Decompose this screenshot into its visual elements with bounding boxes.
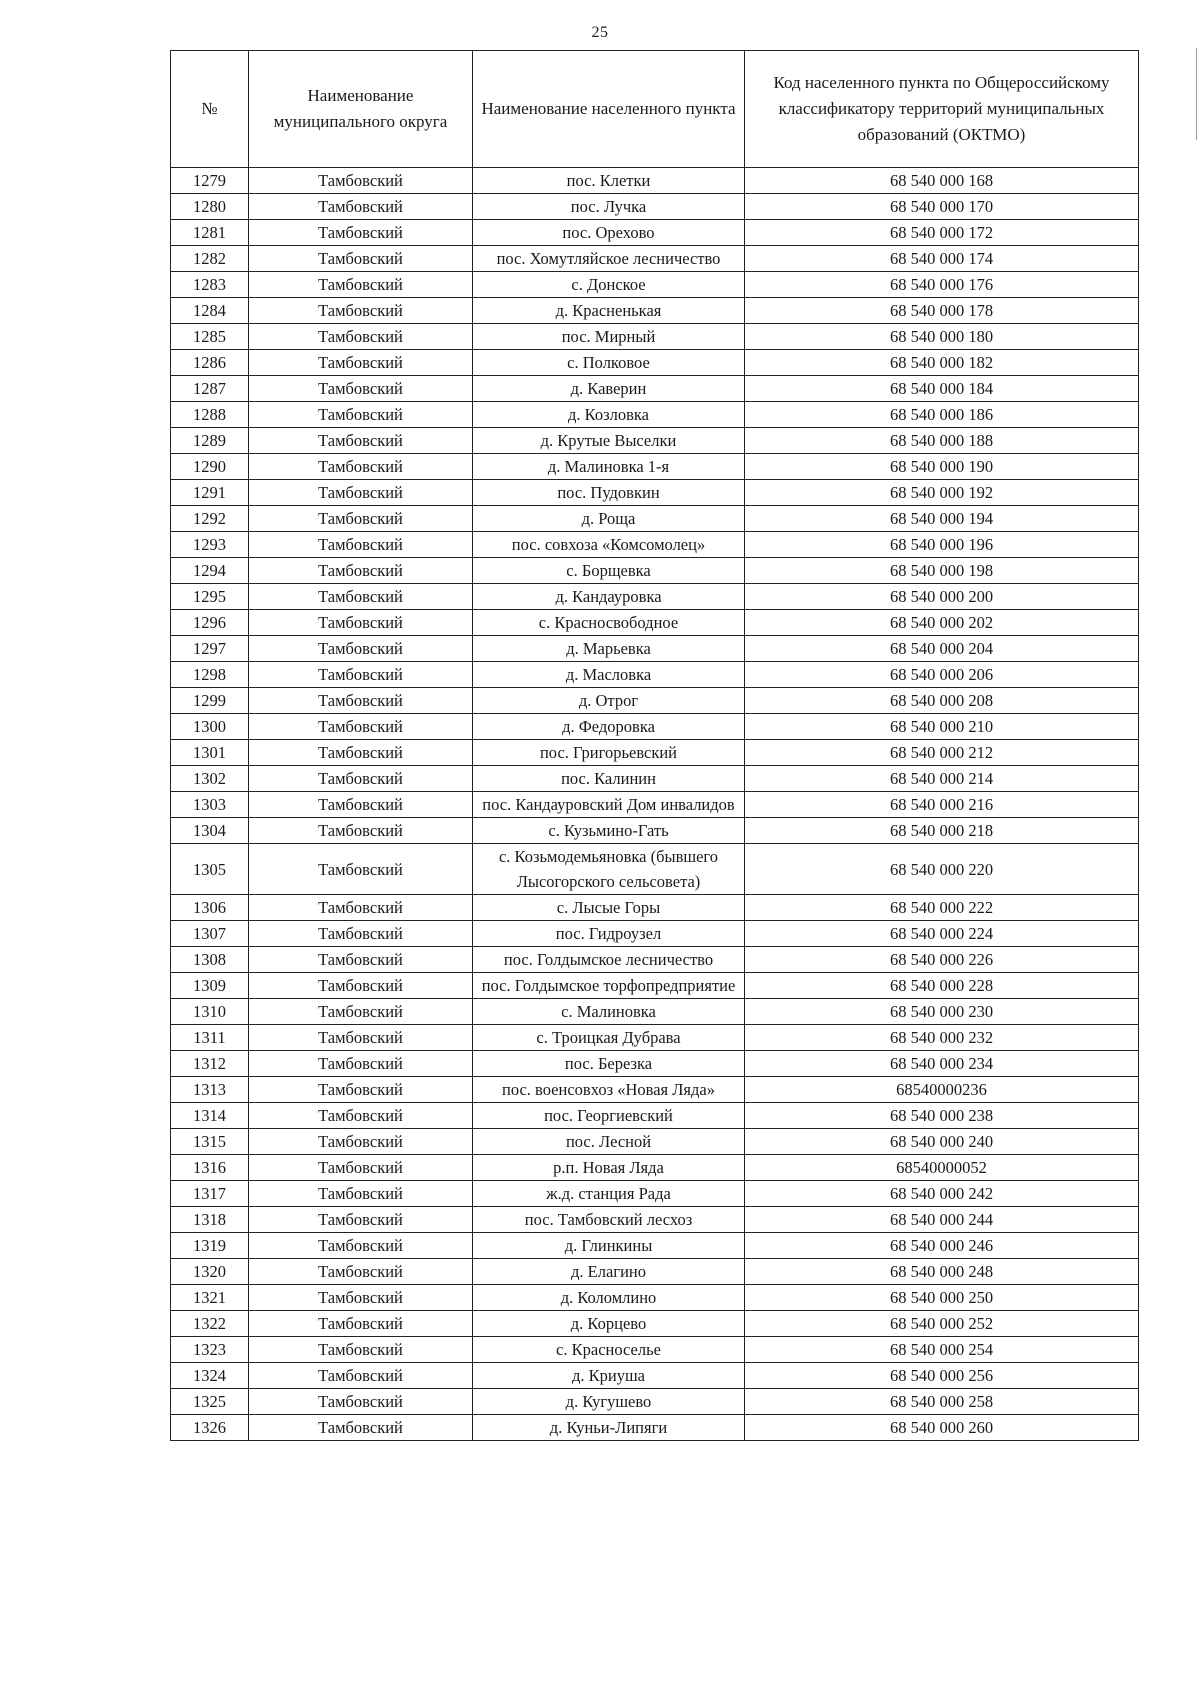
municipal-district-cell: Тамбовский (249, 428, 473, 454)
table-row (171, 636, 1139, 662)
row-number-cell: 1319 (171, 1233, 249, 1259)
row-number-cell: 1313 (171, 1077, 249, 1103)
settlement-name-cell: с. Кузьмино-Гать (473, 818, 745, 844)
settlement-name-cell: д. Отрог (473, 688, 745, 714)
oktmo-code-cell: 68 540 000 218 (745, 818, 1139, 844)
settlement-name-cell: р.п. Новая Ляда (473, 1155, 745, 1181)
table-row (171, 532, 1139, 558)
table-header (171, 51, 1139, 168)
table-body (171, 168, 1139, 1441)
table-row (171, 792, 1139, 818)
municipal-district-cell: Тамбовский (249, 1311, 473, 1337)
table-row (171, 1389, 1139, 1415)
municipal-district-cell: Тамбовский (249, 688, 473, 714)
settlement-name-cell: пос. Григорьевский (473, 740, 745, 766)
row-number-cell: 1322 (171, 1311, 249, 1337)
municipal-district-cell: Тамбовский (249, 480, 473, 506)
municipal-district-cell: Тамбовский (249, 818, 473, 844)
table-row (171, 1025, 1139, 1051)
row-number-cell: 1317 (171, 1181, 249, 1207)
oktmo-code-cell: 68 540 000 192 (745, 480, 1139, 506)
row-number-cell: 1314 (171, 1103, 249, 1129)
settlement-name-cell: д. Красненькая (473, 298, 745, 324)
row-number-cell: 1292 (171, 506, 249, 532)
table-row (171, 714, 1139, 740)
table-row (171, 480, 1139, 506)
header-municipal-district: Наименование муниципального округа (249, 51, 473, 168)
row-number-cell: 1290 (171, 454, 249, 480)
municipal-district-cell: Тамбовский (249, 1103, 473, 1129)
municipal-district-cell: Тамбовский (249, 610, 473, 636)
oktmo-code-cell: 68 540 000 226 (745, 947, 1139, 973)
settlement-name-cell: с. Борщевка (473, 558, 745, 584)
municipal-district-cell: Тамбовский (249, 844, 473, 895)
settlement-name-cell: пос. Лесной (473, 1129, 745, 1155)
row-number-cell: 1304 (171, 818, 249, 844)
municipal-district-cell: Тамбовский (249, 921, 473, 947)
row-number-cell: 1285 (171, 324, 249, 350)
municipal-district-cell: Тамбовский (249, 1285, 473, 1311)
settlement-name-cell: пос. Хомутляйское лесничество (473, 246, 745, 272)
settlement-name-cell: д. Кандауровка (473, 584, 745, 610)
oktmo-code-cell: 68 540 000 182 (745, 350, 1139, 376)
oktmo-code-cell: 68 540 000 216 (745, 792, 1139, 818)
municipal-district-cell: Тамбовский (249, 1363, 473, 1389)
header-settlement-name: Наименование населенного пункта (473, 51, 745, 168)
table-row (171, 1155, 1139, 1181)
table-row (171, 1337, 1139, 1363)
table-row (171, 1129, 1139, 1155)
oktmo-code-cell: 68 540 000 232 (745, 1025, 1139, 1051)
header-row (171, 51, 1139, 168)
row-number-cell: 1305 (171, 844, 249, 895)
oktmo-code-cell: 68 540 000 204 (745, 636, 1139, 662)
table-row (171, 350, 1139, 376)
municipal-district-cell: Тамбовский (249, 1207, 473, 1233)
row-number-cell: 1300 (171, 714, 249, 740)
row-number-cell: 1307 (171, 921, 249, 947)
settlement-name-cell: д. Марьевка (473, 636, 745, 662)
municipal-district-cell: Тамбовский (249, 766, 473, 792)
row-number-cell: 1291 (171, 480, 249, 506)
row-number-cell: 1295 (171, 584, 249, 610)
settlement-name-cell: пос. Мирный (473, 324, 745, 350)
municipal-district-cell: Тамбовский (249, 376, 473, 402)
row-number-cell: 1315 (171, 1129, 249, 1155)
table-row (171, 428, 1139, 454)
municipal-district-cell: Тамбовский (249, 558, 473, 584)
table-row (171, 921, 1139, 947)
table-row (171, 584, 1139, 610)
table-row (171, 454, 1139, 480)
table-row (171, 324, 1139, 350)
row-number-cell: 1323 (171, 1337, 249, 1363)
settlement-name-cell: д. Кугушево (473, 1389, 745, 1415)
table-row (171, 1181, 1139, 1207)
row-number-cell: 1320 (171, 1259, 249, 1285)
settlement-name-cell: с. Малиновка (473, 999, 745, 1025)
settlement-name-cell: д. Каверин (473, 376, 745, 402)
oktmo-code-cell: 68 540 000 214 (745, 766, 1139, 792)
settlement-name-cell: пос. Кандауровский Дом инвалидов (473, 792, 745, 818)
table-row (171, 1311, 1139, 1337)
municipal-district-cell: Тамбовский (249, 402, 473, 428)
settlement-name-cell: пос. Тамбовский лесхоз (473, 1207, 745, 1233)
table-row (171, 1363, 1139, 1389)
oktmo-code-cell: 68 540 000 194 (745, 506, 1139, 532)
municipal-district-cell: Тамбовский (249, 1337, 473, 1363)
table-row (171, 1051, 1139, 1077)
oktmo-code-cell: 68 540 000 198 (745, 558, 1139, 584)
table-row (171, 402, 1139, 428)
table-row (171, 895, 1139, 921)
settlement-name-cell: д. Коломлино (473, 1285, 745, 1311)
settlement-name-cell: с. Донское (473, 272, 745, 298)
row-number-cell: 1296 (171, 610, 249, 636)
municipal-district-cell: Тамбовский (249, 324, 473, 350)
settlement-name-cell: д. Елагино (473, 1259, 745, 1285)
row-number-cell: 1325 (171, 1389, 249, 1415)
municipal-district-cell: Тамбовский (249, 792, 473, 818)
table-row (171, 1103, 1139, 1129)
settlement-name-cell: д. Федоровка (473, 714, 745, 740)
settlement-name-cell: пос. Орехово (473, 220, 745, 246)
table-row (171, 1415, 1139, 1441)
municipal-district-cell: Тамбовский (249, 168, 473, 194)
oktmo-code-cell: 68 540 000 246 (745, 1233, 1139, 1259)
settlement-name-cell: пос. Георгиевский (473, 1103, 745, 1129)
municipal-district-cell: Тамбовский (249, 1181, 473, 1207)
oktmo-code-cell: 68 540 000 220 (745, 844, 1139, 895)
row-number-cell: 1310 (171, 999, 249, 1025)
row-number-cell: 1302 (171, 766, 249, 792)
municipal-district-cell: Тамбовский (249, 1415, 473, 1441)
municipal-district-cell: Тамбовский (249, 895, 473, 921)
settlement-name-cell: пос. Голдымское торфопредприятие (473, 973, 745, 999)
oktmo-code-cell: 68 540 000 184 (745, 376, 1139, 402)
row-number-cell: 1279 (171, 168, 249, 194)
settlement-name-cell: д. Козловка (473, 402, 745, 428)
oktmo-code-cell: 68 540 000 200 (745, 584, 1139, 610)
header-oktmo-code: Код населенного пункта по Общероссийскому классификатору территорий муниципальных образований (ОКТМО) (745, 51, 1139, 168)
oktmo-code-cell: 68 540 000 196 (745, 532, 1139, 558)
settlement-name-cell: с. Красноселье (473, 1337, 745, 1363)
municipal-district-cell: Тамбовский (249, 298, 473, 324)
municipal-district-cell: Тамбовский (249, 350, 473, 376)
settlement-name-cell: с. Лысые Горы (473, 895, 745, 921)
row-number-cell: 1288 (171, 402, 249, 428)
settlement-name-cell: с. Козьмодемьяновка (бывшего Лысогорского сельсовета) (473, 844, 745, 895)
row-number-cell: 1306 (171, 895, 249, 921)
oktmo-code-cell: 68 540 000 178 (745, 298, 1139, 324)
table-row (171, 973, 1139, 999)
scan-edge-mark (1196, 48, 1197, 140)
table-row (171, 376, 1139, 402)
oktmo-code-cell: 68540000052 (745, 1155, 1139, 1181)
municipal-district-cell: Тамбовский (249, 246, 473, 272)
settlements-table (170, 50, 1139, 1441)
settlement-name-cell: пос. Клетки (473, 168, 745, 194)
row-number-cell: 1303 (171, 792, 249, 818)
row-number-cell: 1282 (171, 246, 249, 272)
table-row (171, 947, 1139, 973)
municipal-district-cell: Тамбовский (249, 1259, 473, 1285)
municipal-district-cell: Тамбовский (249, 947, 473, 973)
oktmo-code-cell: 68 540 000 210 (745, 714, 1139, 740)
table-row (171, 1077, 1139, 1103)
header-number: № (171, 51, 249, 168)
oktmo-code-cell: 68 540 000 222 (745, 895, 1139, 921)
table-row (171, 662, 1139, 688)
oktmo-code-cell: 68 540 000 212 (745, 740, 1139, 766)
oktmo-code-cell: 68 540 000 248 (745, 1259, 1139, 1285)
settlement-name-cell: с. Полковое (473, 350, 745, 376)
municipal-district-cell: Тамбовский (249, 532, 473, 558)
table-row (171, 168, 1139, 194)
row-number-cell: 1326 (171, 1415, 249, 1441)
oktmo-code-cell: 68 540 000 256 (745, 1363, 1139, 1389)
oktmo-code-cell: 68 540 000 230 (745, 999, 1139, 1025)
municipal-district-cell: Тамбовский (249, 1051, 473, 1077)
oktmo-code-cell: 68 540 000 234 (745, 1051, 1139, 1077)
row-number-cell: 1311 (171, 1025, 249, 1051)
municipal-district-cell: Тамбовский (249, 1077, 473, 1103)
oktmo-code-cell: 68540000236 (745, 1077, 1139, 1103)
settlement-name-cell: с. Красносвободное (473, 610, 745, 636)
municipal-district-cell: Тамбовский (249, 1233, 473, 1259)
oktmo-code-cell: 68 540 000 228 (745, 973, 1139, 999)
oktmo-code-cell: 68 540 000 168 (745, 168, 1139, 194)
oktmo-code-cell: 68 540 000 186 (745, 402, 1139, 428)
oktmo-code-cell: 68 540 000 258 (745, 1389, 1139, 1415)
settlement-name-cell: д. Малиновка 1-я (473, 454, 745, 480)
municipal-district-cell: Тамбовский (249, 662, 473, 688)
row-number-cell: 1280 (171, 194, 249, 220)
settlement-name-cell: с. Троицкая Дубрава (473, 1025, 745, 1051)
municipal-district-cell: Тамбовский (249, 999, 473, 1025)
row-number-cell: 1294 (171, 558, 249, 584)
table-row (171, 558, 1139, 584)
oktmo-code-cell: 68 540 000 190 (745, 454, 1139, 480)
table-row (171, 506, 1139, 532)
municipal-district-cell: Тамбовский (249, 194, 473, 220)
oktmo-code-cell: 68 540 000 238 (745, 1103, 1139, 1129)
table-row (171, 610, 1139, 636)
row-number-cell: 1308 (171, 947, 249, 973)
table-row (171, 844, 1139, 895)
settlement-name-cell: ж.д. станция Рада (473, 1181, 745, 1207)
table-row (171, 1207, 1139, 1233)
oktmo-code-cell: 68 540 000 250 (745, 1285, 1139, 1311)
oktmo-code-cell: 68 540 000 176 (745, 272, 1139, 298)
settlement-name-cell: пос. Лучка (473, 194, 745, 220)
settlement-name-cell: пос. Голдымское лесничество (473, 947, 745, 973)
municipal-district-cell: Тамбовский (249, 714, 473, 740)
oktmo-code-cell: 68 540 000 224 (745, 921, 1139, 947)
row-number-cell: 1312 (171, 1051, 249, 1077)
oktmo-code-cell: 68 540 000 174 (745, 246, 1139, 272)
settlement-name-cell: д. Масловка (473, 662, 745, 688)
municipal-district-cell: Тамбовский (249, 1025, 473, 1051)
row-number-cell: 1324 (171, 1363, 249, 1389)
table-row (171, 1259, 1139, 1285)
row-number-cell: 1309 (171, 973, 249, 999)
municipal-district-cell: Тамбовский (249, 1389, 473, 1415)
table-row (171, 818, 1139, 844)
municipal-district-cell: Тамбовский (249, 1129, 473, 1155)
oktmo-code-cell: 68 540 000 202 (745, 610, 1139, 636)
municipal-district-cell: Тамбовский (249, 636, 473, 662)
settlement-name-cell: пос. Калинин (473, 766, 745, 792)
row-number-cell: 1289 (171, 428, 249, 454)
oktmo-code-cell: 68 540 000 172 (745, 220, 1139, 246)
oktmo-code-cell: 68 540 000 252 (745, 1311, 1139, 1337)
oktmo-code-cell: 68 540 000 254 (745, 1337, 1139, 1363)
row-number-cell: 1299 (171, 688, 249, 714)
row-number-cell: 1318 (171, 1207, 249, 1233)
oktmo-code-cell: 68 540 000 240 (745, 1129, 1139, 1155)
table-row (171, 688, 1139, 714)
municipal-district-cell: Тамбовский (249, 272, 473, 298)
oktmo-code-cell: 68 540 000 180 (745, 324, 1139, 350)
municipal-district-cell: Тамбовский (249, 973, 473, 999)
municipal-district-cell: Тамбовский (249, 1155, 473, 1181)
table-row (171, 246, 1139, 272)
settlement-name-cell: пос. совхоза «Комсомолец» (473, 532, 745, 558)
oktmo-code-cell: 68 540 000 170 (745, 194, 1139, 220)
table-row (171, 194, 1139, 220)
settlement-name-cell: пос. Березка (473, 1051, 745, 1077)
oktmo-code-cell: 68 540 000 206 (745, 662, 1139, 688)
table-row (171, 298, 1139, 324)
settlement-name-cell: д. Глинкины (473, 1233, 745, 1259)
settlement-name-cell: пос. военсовхоз «Новая Ляда» (473, 1077, 745, 1103)
row-number-cell: 1297 (171, 636, 249, 662)
table-row (171, 766, 1139, 792)
municipal-district-cell: Тамбовский (249, 454, 473, 480)
settlement-name-cell: д. Криуша (473, 1363, 745, 1389)
municipal-district-cell: Тамбовский (249, 506, 473, 532)
row-number-cell: 1284 (171, 298, 249, 324)
settlement-name-cell: д. Роща (473, 506, 745, 532)
oktmo-code-cell: 68 540 000 188 (745, 428, 1139, 454)
row-number-cell: 1316 (171, 1155, 249, 1181)
municipal-district-cell: Тамбовский (249, 220, 473, 246)
settlement-name-cell: пос. Пудовкин (473, 480, 745, 506)
oktmo-code-cell: 68 540 000 244 (745, 1207, 1139, 1233)
table-row (171, 272, 1139, 298)
row-number-cell: 1293 (171, 532, 249, 558)
settlement-name-cell: д. Корцево (473, 1311, 745, 1337)
row-number-cell: 1321 (171, 1285, 249, 1311)
settlement-name-cell: д. Крутые Выселки (473, 428, 745, 454)
table-row (171, 1233, 1139, 1259)
row-number-cell: 1287 (171, 376, 249, 402)
row-number-cell: 1281 (171, 220, 249, 246)
row-number-cell: 1298 (171, 662, 249, 688)
municipal-district-cell: Тамбовский (249, 740, 473, 766)
table-row (171, 220, 1139, 246)
settlement-name-cell: пос. Гидроузел (473, 921, 745, 947)
oktmo-code-cell: 68 540 000 260 (745, 1415, 1139, 1441)
row-number-cell: 1301 (171, 740, 249, 766)
row-number-cell: 1283 (171, 272, 249, 298)
row-number-cell: 1286 (171, 350, 249, 376)
table-row (171, 999, 1139, 1025)
oktmo-code-cell: 68 540 000 242 (745, 1181, 1139, 1207)
municipal-district-cell: Тамбовский (249, 584, 473, 610)
table-row (171, 1285, 1139, 1311)
table-row (171, 740, 1139, 766)
page-number: 25 (591, 24, 609, 41)
settlement-name-cell: д. Куньи-Липяги (473, 1415, 745, 1441)
oktmo-code-cell: 68 540 000 208 (745, 688, 1139, 714)
